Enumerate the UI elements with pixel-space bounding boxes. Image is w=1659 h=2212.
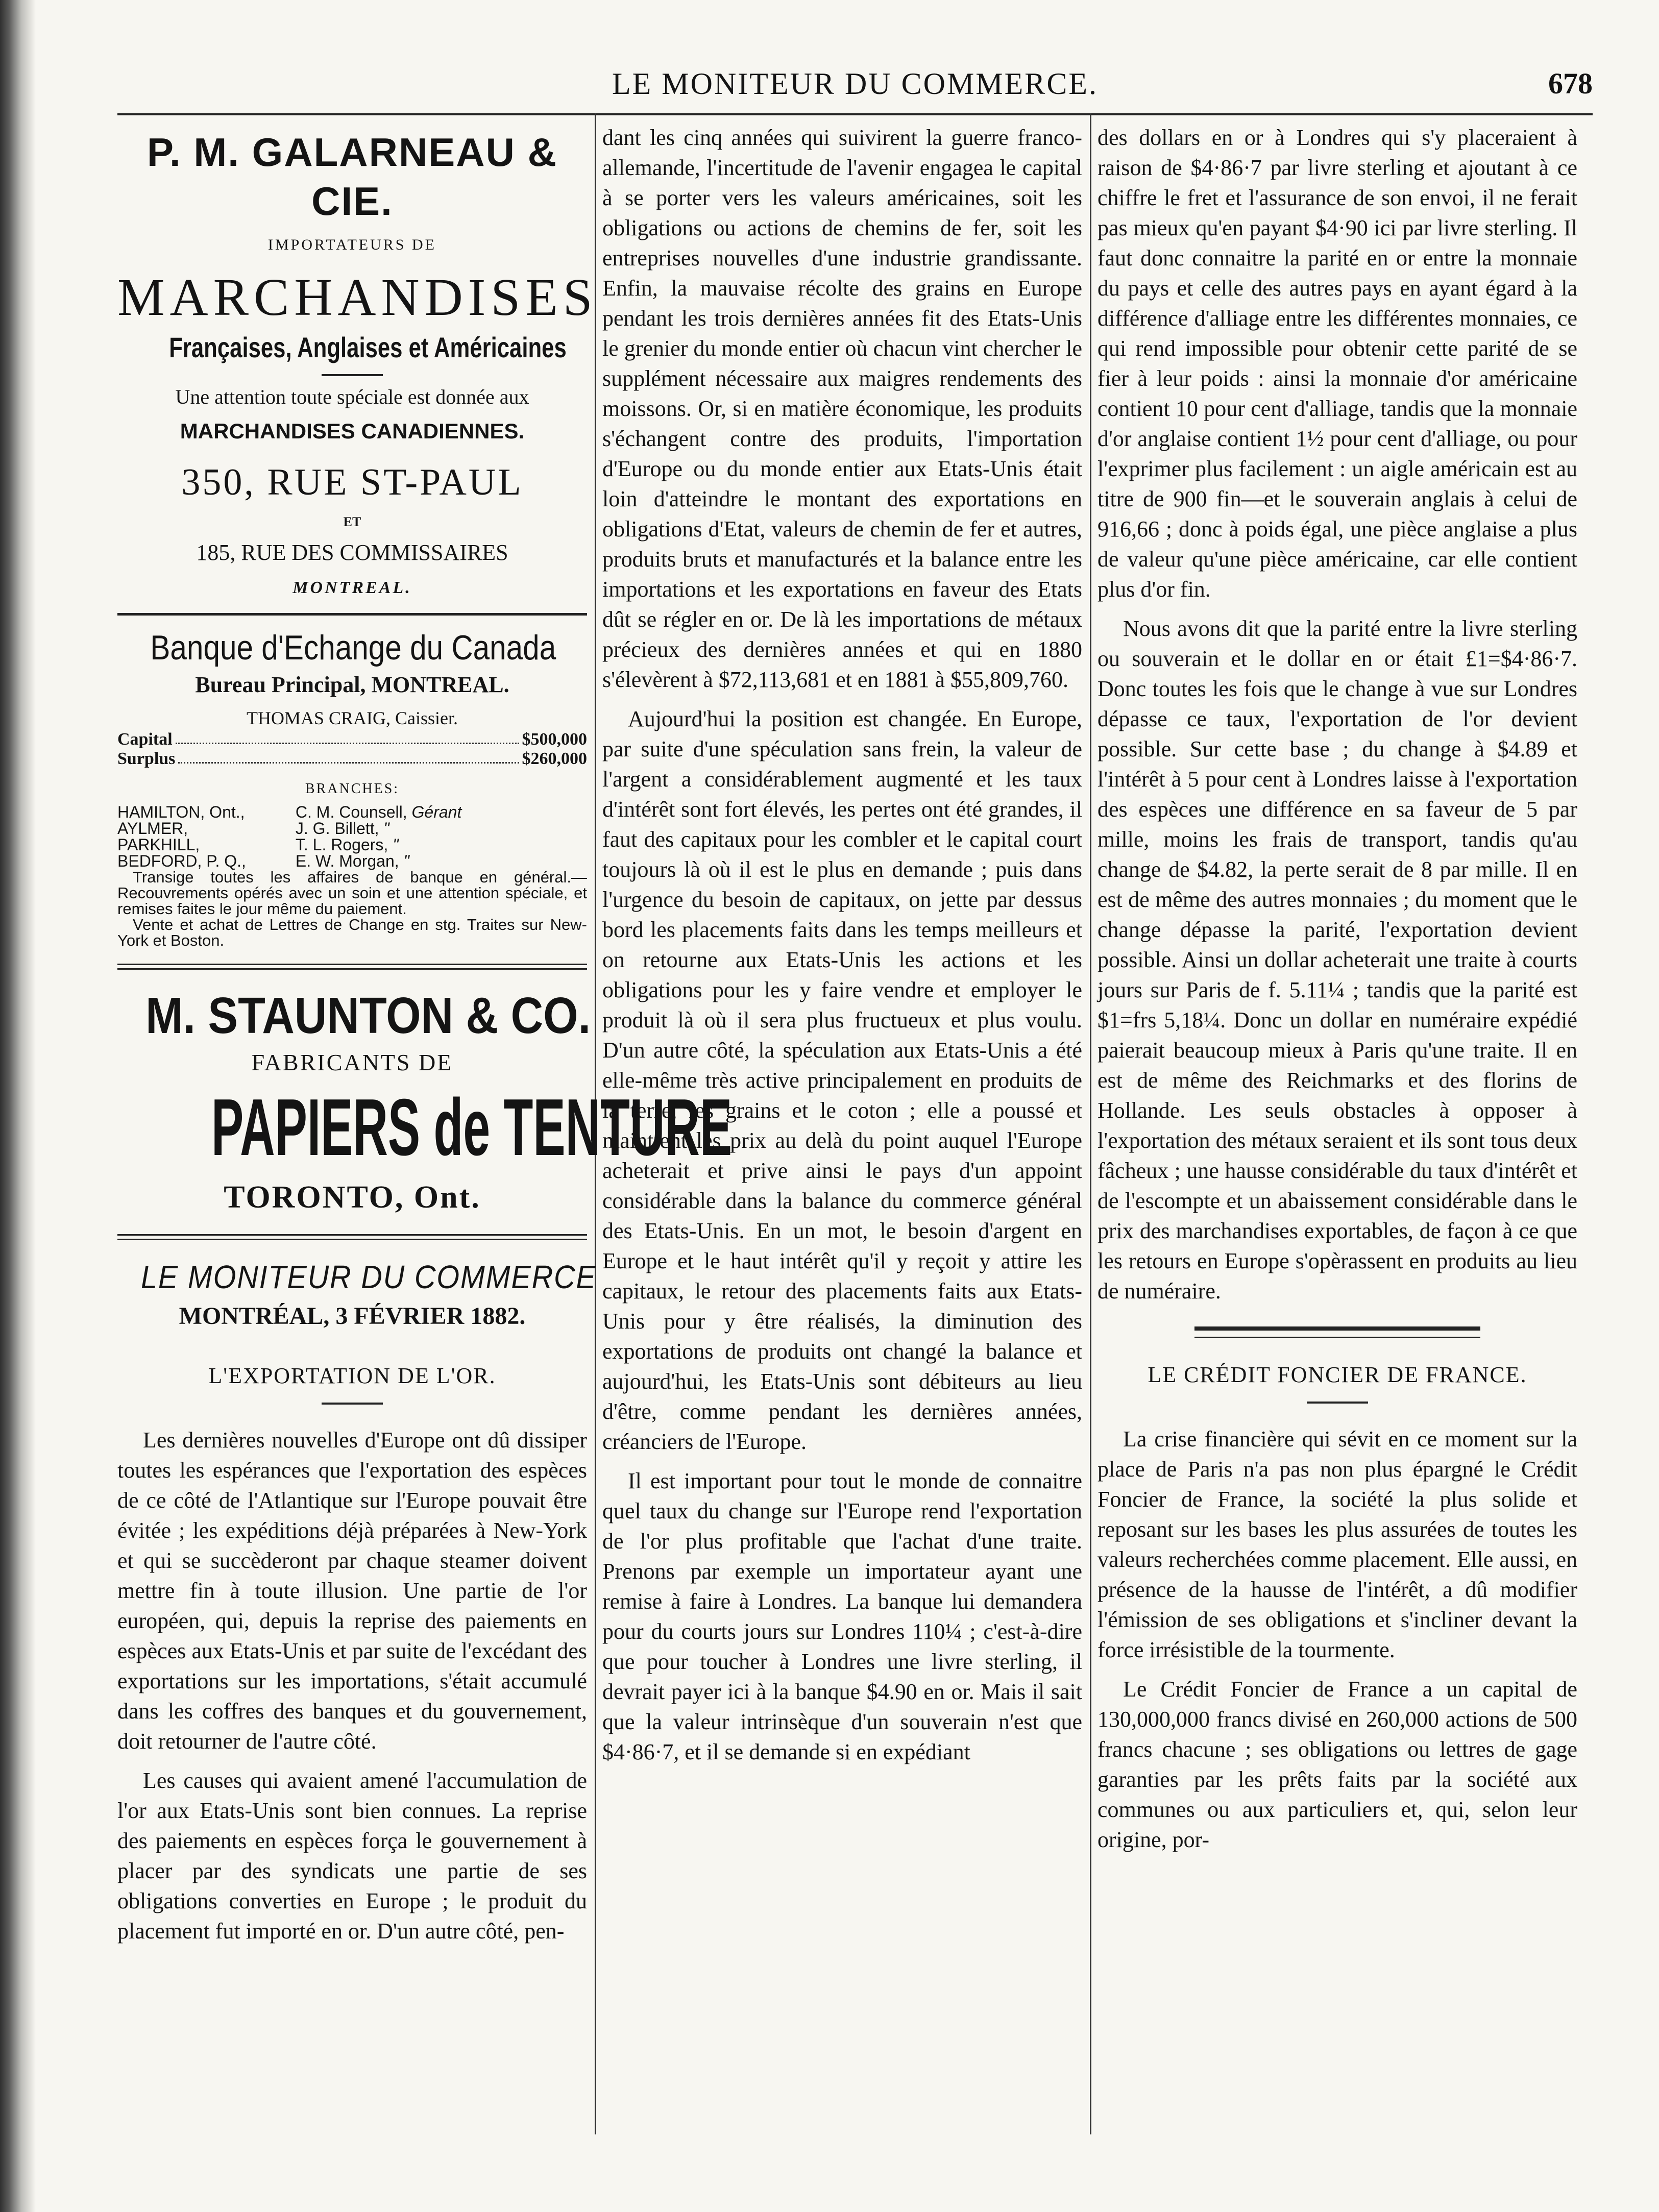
article-paragraph: dant les cinq années qui suivirent la guerre franco-allemande, l'incertitude de l'avenir engagea le capital à se porter vers les valeurs américaines, soit les obligations ou actions de chemins de fer, soit les entreprises nouvelles d'une industrie grandissante. Enfin, la mauvaise récolte des grains en Europe pendant les trois dernières années fit des Etats-Unis le grenier du monde entier où chacun vint chercher le supplément nécessaire aux maigres rendements des moissons. Or, si en matière économique, les produits s'échangent contre des produits, l'importation d'Europe ou du monde entier aux Etats-Unis était loin d'atteindre le montant des exportations en obligations d'Etat, valeurs de chemin de fer et autres, produits bruts et manufacturés et la balance entre les importations et les exportations en faveur des Etats dût se régler en or. De là les importations de métaux précieux des dernières années et qui en 1880 s'élevèrent à $72,113,681 et en 1881 à $55,809,760.	[602, 125, 1082, 692]
branch-role: "	[383, 819, 389, 838]
branch-manager: C. M. Counsell,	[295, 803, 407, 821]
section-rule	[1194, 1337, 1480, 1338]
ad-galarneau-name: P. M. GALARNEAU & CIE.	[147, 130, 557, 224]
masthead-date: MONTRÉAL, 3 FÉVRIER 1882.	[179, 1302, 526, 1330]
column-1	[117, 122, 733, 2103]
ad-galarneau-and: ET	[343, 514, 361, 529]
ad-staunton-name: M. STAUNTON & CO.	[145, 987, 591, 1044]
ad-bank-branches-heading: BRANCHES:	[305, 781, 400, 797]
ad-galarneau-merchandise: MARCHANDISES	[117, 268, 598, 327]
page-header	[117, 66, 1593, 107]
ad-galarneau-city: MONTREAL.	[292, 578, 412, 597]
article-paragraph: Nous avons dit que la parité entre la livre sterling ou souverain et le dollar en or était £1=$4·86·7. Donc toutes les fois que le change à vue sur Londres dépasse ce taux, l'exportation de l'or devient possible. Sur cette base ; du change à $4.89 et l'intérêt à 5 pour cent à Londres laisse à l'exportation des espèces une différence en sa faveur de 5 par mille, moins les frais de transport, tandis qu'au change de $4.82, la perte serait de 8 par mille. Il en est de même des autres monnaies ; du moment que le change dépasse la parité, l'exportation devient possible. Ainsi un dollar acheterait une traite à courts jours sur Paris de f. 5.11¼ ; tandis que la parité est $1=frs 5,18¼. Donc un dollar en numéraire expédié paierait beaucoup mieux à Paris qu'une traite. Il en est de même des Reichmarks et des florins de Hollande. Les seuls obstacles à opposer à l'exportation des métaux seraient et ils sont tous deux fâcheux ; une hausse considérable du taux d'intérêt et de l'escompte et un abaissement considérable dans le prix des marchandises exportables, de façon à ce que les retours en Europe s'opèrassent en produits au lieu de numéraire.	[1097, 616, 1577, 1304]
article-title: L'EXPORTATION DE L'OR.	[208, 1363, 496, 1388]
ad-separator	[117, 1234, 587, 1240]
ad-staunton-product: PAPIERS de TENTURE	[211, 1083, 733, 1172]
ad-separator	[117, 613, 587, 616]
branch-role: "	[403, 852, 409, 870]
branch-manager: E. W. Morgan,	[295, 852, 399, 870]
branch-row	[117, 804, 587, 820]
page-number: 678	[1548, 67, 1593, 100]
branch-row	[117, 837, 587, 853]
ad-bank-capital-row	[117, 730, 587, 749]
leader-dots	[176, 730, 519, 744]
ad-bank-note: Vente et achat de Lettres de Change en stg. Traites sur New-York et Boston.	[117, 916, 587, 949]
branch-place: AYLMER,	[117, 819, 188, 838]
leader-dots	[178, 749, 519, 764]
branch-row	[117, 853, 587, 869]
article-paragraph: Les causes qui avaient amené l'accumulation de l'or aux Etats-Unis sont bien connues. La reprise des paiements en espèces força le gouvernement à placer par des syndicats une partie de ses obligations converties en Europe ; le produit du placement fut importé en or. D'un autre côté, pen-	[117, 1768, 587, 1944]
ad-galarneau-origins: Françaises, Anglaises et Américaines	[169, 331, 567, 363]
article-paragraph: Le Crédit Foncier de France a un capital de 130,000,000 francs divisé en 260,000 actions de 500 francs chacune ; ses obligations ou lettres de gage garanties par les prêts faits par la société aux communes ou aux particuliers et, qui, selon leur origine, por-	[1097, 1677, 1577, 1852]
article-paragraph: des dollars en or à Londres qui s'y placeraient à raison de $4·86·7 par livre sterling et ajoutant à ce chiffre le fret et l'assurance de son envoi, il ne ferait pas mieux qu'en payant $4·90 ici par livre sterling. Il faut donc connaitre la parité en or entre la monnaie du pays et celle des autres pays en ayant égard à la différence d'alliage entre les différentes monnaies, ce qui rend impossible pour obtenir cette parité de se fier à leur poids : ainsi la monnaie d'or américaine contient 10 pour cent d'alliage, tandis que la monnaie d'or anglaise contient 1½ pour cent d'alliage, ou pour l'exprimer plus facilement : un aigle américain est au titre de 900 fin—et le souverain anglais à celui de 916,66 ; donc à poids égal, une pièce anglaise a plus de valeur qu'une pièce américaine, car elle contient plus d'or fin.	[1097, 125, 1577, 602]
surplus-label: Surplus	[117, 749, 176, 768]
ad-bank-surplus-row	[117, 749, 587, 769]
ad-bank-cashier: THOMAS CRAIG, Caissier.	[246, 708, 458, 728]
article-paragraph: Aujourd'hui la position est changée. En Europe, par suite d'une spéculation sans frein, la valeur de l'argent a considérablement augmenté et les taux d'intérêt sont fort élevés, les pertes ont été grandes, il faut des capitaux pour les combler et le capital court toujours là où il est le plus en demande ; puis dans l'urgence du besoin de capitaux, on jette par dessus bord les placements faits dans les temps meilleurs et on retourne aux Etats-Unis les actions et les obligations pour les y faire vendre et employer le produit là où il sera plus fructueux et plus voulu. D'un autre côté, la spéculation aux Etats-Unis a été elle-même très active principalement en produits de la terre, les grains et le coton ; elle a poussé et maintient les prix au delà du point auquel l'Europe acheterait et prive ainsi le pays d'un appoint considérable dans la balance du commerce général des Etats-Unis. En un mot, le besoin d'argent en Europe et le haut intérêt qu'il y reçoit y attire les capitaux, le retour des placements faits aux Etats-Unis pour y être réalisés, la diminution des exportations de produits ont changé la balance et aujourd'hui, les Etats-Unis sont débiteurs au lieu d'être, comme pendant les dernières années, créanciers de l'Europe.	[602, 706, 1082, 1454]
ad-galarneau-address2: 185, RUE DES COMMISSAIRES	[196, 540, 508, 565]
divider	[322, 374, 383, 376]
ad-separator	[117, 964, 587, 970]
branch-place: PARKHILL,	[117, 835, 200, 854]
branch-place: BEDFORD, P. Q.,	[117, 852, 246, 870]
ad-galarneau-importers: IMPORTATEURS DE	[268, 236, 436, 253]
branch-role: Gérant	[411, 803, 462, 821]
header-rule	[117, 113, 1593, 115]
ad-staunton-city: TORONTO, Ont.	[224, 1180, 481, 1215]
section-rule	[1194, 1326, 1480, 1331]
article-title: LE CRÉDIT FONCIER DE FRANCE.	[1148, 1362, 1527, 1387]
ad-bank-note: Transige toutes les affaires de banque en général.—Recouvrements opérés avec un soin et une attention spéciale, et remises faites le jour même du paiement.	[117, 868, 587, 918]
ad-galarneau-attention: Une attention toute spéciale est donnée aux	[175, 385, 529, 408]
ad-bank-name: Banque d'Echange du Canada	[150, 628, 556, 667]
ad-staunton	[117, 985, 733, 1219]
divider	[322, 1403, 383, 1405]
divider	[1307, 1402, 1368, 1404]
branch-manager: T. L. Rogers,	[295, 835, 388, 854]
column-3	[1097, 122, 1577, 2103]
ad-bank-bureau: Bureau Principal, MONTREAL.	[195, 672, 509, 697]
ad-bank	[117, 626, 587, 948]
article-paragraph: La crise financière qui sévit en ce moment sur la place de Paris n'a pas non plus épargné le Crédit Foncier de France, la société la plus solide et reposant sur les bases les plus assurées de toutes les valeurs recherchées comme placement. Elle aussi, en présence de la hausse de l'intérêt, a dû modifier l'émission de ses obligations et s'incliner devant la force irrésistible de la tourmente.	[1097, 1427, 1577, 1662]
column-divider-2	[1090, 113, 1091, 2134]
article-paragraph: Les dernières nouvelles d'Europe ont dû dissiper toutes les espérances que l'exportation des espèces de ce côté de l'Atlantique sur l'Europe pouvait être évitée ; les expéditions déjà préparées à New-York et qui se succèderont par chaque steamer doivent mettre fin à toute illusion. Une partie de l'or européen, qui, depuis la reprise des paiements en espèces aux Etats-Unis et par suite de l'excédant des exportations sur les importations, s'était accumulé dans les coffres des banques et du gouvernement, doit retourner de l'autre côté.	[117, 1428, 587, 1754]
surplus-value: $260,000	[522, 749, 587, 768]
ad-galarneau-address1: 350, RUE ST-PAUL	[181, 461, 523, 503]
ad-galarneau	[117, 128, 598, 603]
branch-manager: J. G. Billett,	[295, 819, 379, 838]
branch-role: "	[393, 835, 399, 854]
branch-place: HAMILTON, Ont.,	[117, 803, 245, 821]
masthead-title: LE MONITEUR DU COMMERCE	[141, 1259, 597, 1295]
ad-staunton-makers: FABRICANTS DE	[251, 1049, 453, 1075]
capital-label: Capital	[117, 730, 173, 749]
capital-value: $500,000	[522, 730, 587, 749]
ad-galarneau-canadian: MARCHANDISES CANADIENNES.	[180, 419, 525, 443]
running-title: LE MONITEUR DU COMMERCE.	[612, 67, 1098, 101]
article-paragraph: Il est important pour tout le monde de connaitre quel taux du change sur l'Europe rend l'exportation de l'or plus profitable que l'achat d'une traite. Prenons par exemple un importateur ayant une remise à faire à Londres. La banque lui demandera pour du courts jours sur Londres 110¼ ; c'est-à-dire que pour toucher à Londres une livre sterling, il devrait payer ici à la banque $4.90 en or. Mais il sait que la valeur intrinsèque d'un souverain n'est que $4·86·7, et il se demande si en expédiant	[602, 1468, 1082, 1764]
branch-row	[117, 820, 587, 837]
column-2	[602, 122, 1082, 2103]
scan-edge-shadow	[0, 0, 36, 2212]
